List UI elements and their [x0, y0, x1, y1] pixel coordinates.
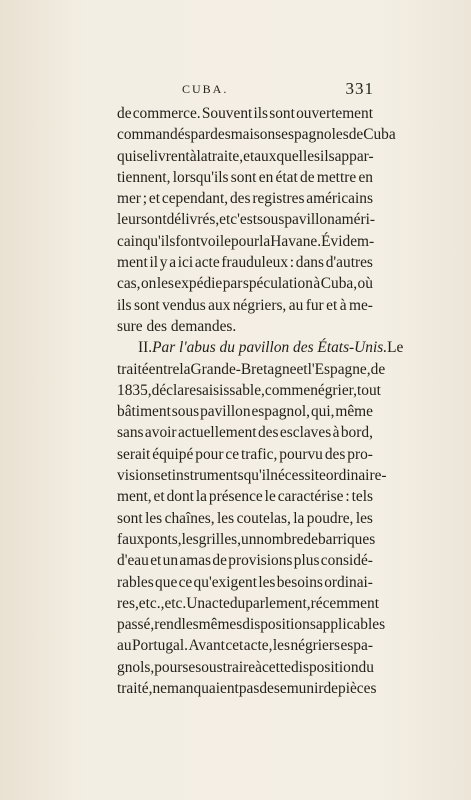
word: de: [300, 168, 315, 186]
word: au: [288, 296, 304, 314]
word: lorsqu'ils: [172, 168, 229, 186]
word: le: [264, 488, 276, 506]
word: à: [189, 147, 197, 165]
text-line: [117, 146, 373, 167]
word: res,: [117, 594, 139, 612]
text-line: [117, 486, 373, 507]
body-text: [117, 103, 404, 699]
text-line: [117, 657, 373, 678]
word: actuellement: [177, 424, 257, 442]
word: qu'ils: [142, 232, 176, 250]
text-line: [117, 550, 373, 571]
word: un: [241, 530, 257, 548]
word: un: [162, 552, 179, 570]
word: auxquelles: [254, 147, 321, 165]
word: Cuba: [363, 126, 396, 144]
paragraph-1: [117, 103, 396, 337]
page-number: 331: [345, 79, 374, 98]
word: poudre,: [306, 509, 354, 527]
word: trafic,: [241, 445, 278, 463]
word: la: [259, 232, 271, 250]
word: espagnoles: [281, 126, 349, 144]
word: disposition: [290, 658, 359, 676]
text-line: [117, 593, 379, 614]
word: Havane.: [270, 232, 322, 250]
word: la: [179, 360, 191, 378]
word: et: [150, 552, 162, 570]
word: traité: [117, 360, 149, 378]
word: qui,: [310, 403, 335, 421]
word: et: [153, 488, 165, 506]
word: comme: [264, 381, 311, 399]
word: visions: [117, 467, 161, 485]
word: ce: [225, 445, 240, 463]
word: ils: [253, 105, 269, 122]
text-line-content: sure des demandes.: [117, 317, 237, 335]
word: tout: [357, 381, 381, 399]
word: se: [182, 658, 196, 676]
word: barriques: [317, 530, 376, 548]
word: chaînes,: [164, 509, 215, 527]
text-line: [117, 103, 373, 124]
word: et: [296, 360, 308, 378]
word: cette: [261, 658, 291, 676]
word: et: [148, 190, 161, 208]
word: de: [370, 360, 386, 378]
text-line: [117, 635, 373, 656]
word: l'Espagne,: [307, 360, 371, 378]
text-line: [117, 614, 386, 635]
word: etc.: [164, 594, 187, 612]
word: sans: [117, 424, 144, 442]
word: améri-: [334, 211, 375, 229]
word: par: [190, 126, 211, 144]
text-line: [117, 337, 404, 358]
word: les: [181, 616, 199, 634]
word: les: [145, 509, 163, 527]
word: sont: [230, 168, 257, 186]
word: provisions: [228, 552, 293, 570]
word: munir: [286, 680, 324, 698]
word: :: [289, 254, 295, 272]
word: d'eau: [117, 552, 149, 570]
word: ici: [177, 254, 194, 272]
word: des: [324, 445, 346, 463]
word: négriers,: [232, 296, 287, 314]
text-line: [117, 678, 377, 699]
word: des: [257, 424, 279, 442]
word: dispositions: [242, 616, 316, 634]
text-line: [117, 252, 373, 273]
word: qu'il: [243, 467, 271, 485]
word: par: [222, 275, 243, 293]
word: déclare: [151, 381, 197, 399]
text-line: [117, 465, 387, 486]
word: :: [345, 488, 350, 506]
word: serait: [117, 445, 151, 463]
word: acte: [205, 594, 230, 612]
word: les: [217, 509, 235, 527]
word: en: [258, 168, 274, 186]
word: de: [303, 530, 318, 548]
word: que: [155, 573, 178, 591]
text-line: [117, 167, 373, 188]
word: ponts,: [144, 530, 182, 548]
word: pavillon: [284, 211, 335, 229]
word: sous: [171, 403, 200, 421]
word: du: [229, 594, 246, 612]
word: besoins: [276, 573, 323, 591]
word: passé,: [117, 616, 155, 634]
word: dont: [166, 488, 194, 506]
word: à: [313, 275, 321, 293]
word: les: [181, 530, 199, 548]
word: et: [219, 211, 231, 229]
word: Grande-Bretagne: [190, 360, 297, 378]
word: ils: [117, 296, 132, 314]
word: font: [175, 232, 201, 250]
word: gnols,: [117, 658, 155, 676]
word: pro-: [347, 445, 373, 463]
word: sont: [117, 509, 143, 527]
word: voile: [200, 232, 231, 250]
word: les: [258, 573, 276, 591]
text-line: [117, 508, 373, 529]
text-line: [117, 380, 381, 401]
word: de: [117, 105, 132, 122]
word: manquaient: [167, 680, 239, 698]
word: bâtiment: [117, 403, 171, 421]
word: américains: [306, 190, 373, 208]
word: y: [159, 254, 168, 272]
word: la: [293, 509, 305, 527]
word: sous: [256, 211, 285, 229]
word: ;: [142, 190, 148, 208]
word: applicables: [315, 616, 386, 634]
word: parlement,: [245, 594, 311, 612]
text-line: [117, 422, 373, 443]
word: considé-: [320, 552, 373, 570]
word: ouvertement: [296, 105, 373, 122]
word: nombre: [256, 530, 304, 548]
word: sont: [269, 105, 295, 122]
word: coutelas,: [236, 509, 291, 527]
text-line: [117, 295, 373, 316]
word: avoir: [144, 424, 177, 442]
word: pas: [238, 680, 260, 698]
page-header: [0, 80, 471, 100]
word: amas: [179, 552, 212, 570]
word: des: [210, 126, 231, 144]
word: aux: [208, 296, 231, 314]
word: qu'exigent: [193, 573, 258, 591]
section-heading: Par l'abus du pavillon des États-Unis.: [152, 339, 388, 357]
word: esclaves: [279, 424, 332, 442]
word: d'autres: [325, 254, 373, 272]
word: de: [323, 680, 338, 698]
word: tels: [351, 488, 373, 506]
word: du: [358, 658, 374, 676]
line-rest: Le: [387, 339, 404, 357]
word: des: [229, 190, 251, 208]
word: traite,: [207, 147, 244, 165]
word: cependant,: [161, 190, 229, 208]
word: maisons: [230, 126, 282, 144]
word: acte,: [243, 637, 273, 655]
word: faux: [117, 530, 145, 548]
word: il: [149, 254, 159, 272]
word: nécessite: [270, 467, 326, 485]
text-line: [117, 316, 373, 337]
word: et: [243, 147, 255, 165]
word: négriers: [290, 637, 341, 655]
word: état: [275, 168, 298, 186]
word: pourvu: [279, 445, 323, 463]
word: vendus: [162, 296, 206, 314]
word: pour: [154, 658, 183, 676]
text-line: [117, 359, 386, 380]
word: rend: [154, 616, 182, 634]
word: récemment: [310, 594, 379, 612]
word: équipé: [152, 445, 194, 463]
word: cas,: [117, 275, 141, 293]
word: entre: [148, 360, 180, 378]
word: on: [140, 275, 157, 293]
word: instruments: [171, 467, 244, 485]
word: ce: [178, 573, 193, 591]
section-number: II.: [138, 339, 153, 357]
word: même: [335, 403, 373, 421]
word: espagnol,: [251, 403, 311, 421]
word: etc.,: [138, 594, 165, 612]
text-line: [117, 529, 376, 550]
word: tiennent,: [117, 168, 171, 186]
word: présence: [208, 488, 263, 506]
text-line: [117, 188, 373, 209]
word: cet: [225, 637, 244, 655]
word: bord,: [340, 424, 373, 442]
word: et: [326, 296, 338, 314]
word: délivrés,: [166, 211, 220, 229]
word: à: [255, 658, 262, 676]
word: traité,: [117, 680, 153, 698]
word: mer: [117, 190, 141, 208]
word: Évidem-: [321, 232, 375, 250]
word: appar-: [334, 147, 374, 165]
word: commandés: [117, 126, 191, 144]
text-line: [117, 209, 373, 230]
paragraph-2: [117, 337, 404, 699]
word: à: [339, 296, 347, 314]
word: la: [195, 488, 207, 506]
word: Un: [186, 594, 206, 612]
word: spéculation: [242, 275, 313, 293]
word: Cuba,: [320, 275, 358, 293]
word: cain: [117, 232, 143, 250]
word: les: [272, 637, 290, 655]
text-line: [117, 124, 396, 145]
word: à: [332, 424, 340, 442]
word: frauduleux: [221, 254, 289, 272]
word: a: [169, 254, 177, 272]
word: espa-: [340, 637, 373, 655]
word: ordinaire-: [325, 467, 387, 485]
text-line: [117, 401, 373, 422]
word: la: [196, 147, 208, 165]
word: sont: [140, 211, 167, 229]
word: en: [358, 168, 373, 186]
word: pavillon: [200, 403, 251, 421]
word: qui: [117, 147, 137, 165]
text-line: [117, 231, 373, 252]
text-line: [117, 273, 373, 294]
word: plus: [293, 552, 320, 570]
word: registres: [252, 190, 305, 208]
word: grilles,: [198, 530, 241, 548]
word: sont: [134, 296, 160, 314]
word: se: [273, 680, 287, 698]
word: acte: [194, 254, 220, 272]
word: ils: [320, 147, 335, 165]
word: où: [357, 275, 373, 293]
word: livrent: [149, 147, 190, 165]
word: Souvent: [201, 105, 253, 122]
word: les: [355, 509, 373, 527]
word: expédie: [174, 275, 223, 293]
word: saisissable,: [196, 381, 265, 399]
text-line: [117, 572, 373, 593]
word: Avant: [188, 637, 225, 655]
word: leur: [117, 211, 141, 229]
word: ment,: [117, 488, 152, 506]
word: de: [348, 126, 364, 144]
word: mêmes: [198, 616, 243, 634]
word: les: [156, 275, 174, 293]
word: dans: [295, 254, 324, 272]
word: de: [212, 552, 227, 570]
word: ordinai-: [324, 573, 373, 591]
word: ne: [152, 680, 167, 698]
word: de: [259, 680, 274, 698]
word: pièces: [338, 680, 377, 698]
word: c'est: [230, 211, 257, 229]
running-head: CUBA.: [182, 82, 229, 96]
word: caractérise: [277, 488, 344, 506]
word: mettre: [316, 168, 357, 186]
word: pour: [195, 445, 224, 463]
word: fur: [305, 296, 324, 314]
word: soustraire: [195, 658, 256, 676]
word: ment: [117, 254, 148, 272]
text-line: [117, 444, 373, 465]
word: rables: [117, 573, 154, 591]
word: négrier,: [310, 381, 358, 399]
word: se: [136, 147, 150, 165]
word: commerce.: [132, 105, 201, 122]
word: 1835,: [117, 381, 152, 399]
word: et: [160, 467, 172, 485]
word: me-: [348, 296, 373, 314]
word: pour: [230, 232, 260, 250]
word: Portugal.: [131, 637, 188, 655]
word: au: [117, 637, 132, 655]
